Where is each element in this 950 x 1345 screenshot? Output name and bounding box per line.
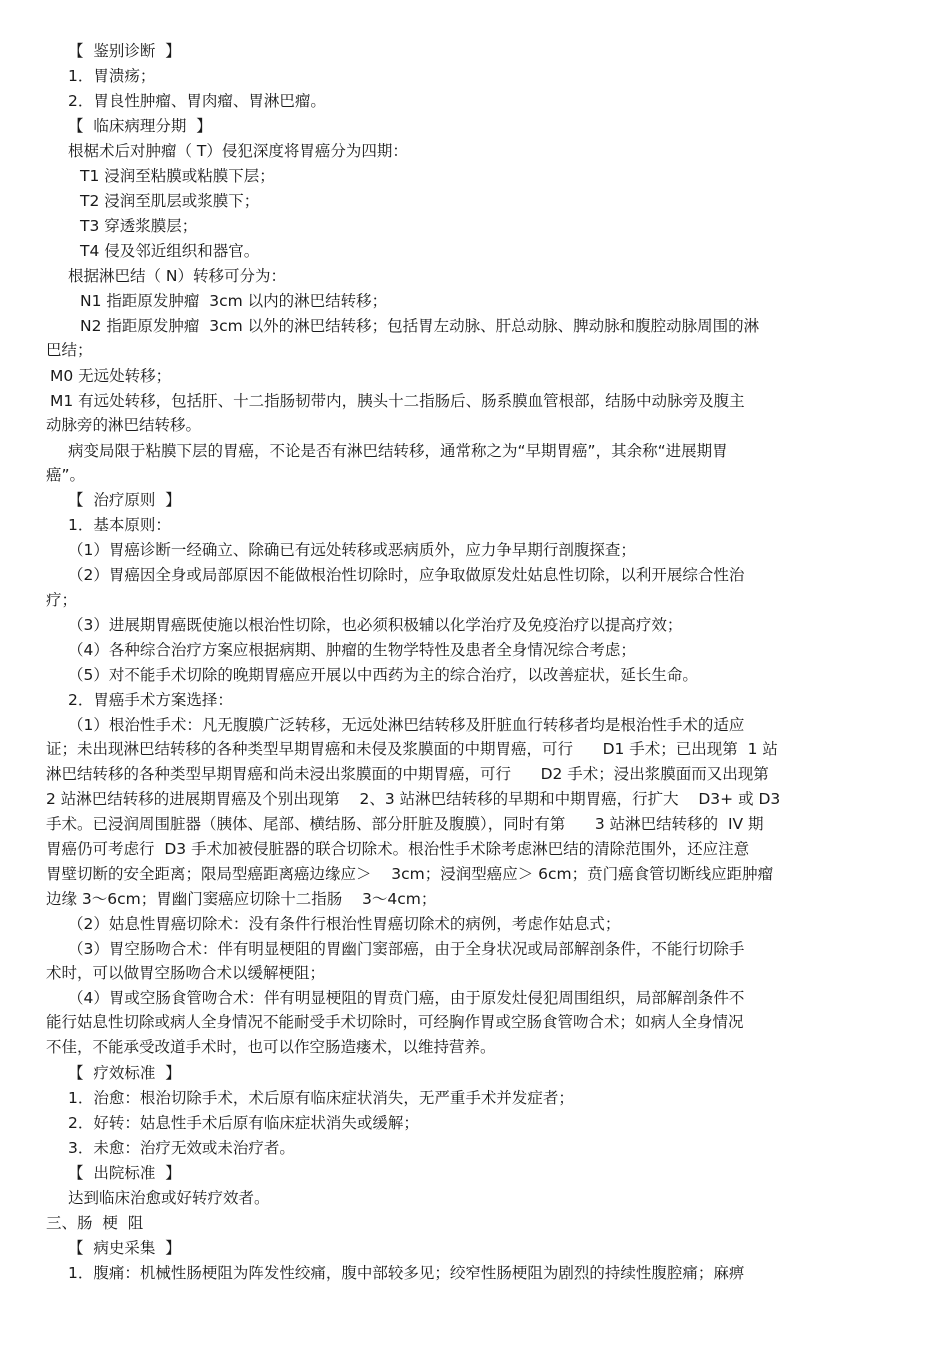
text-line: 【 出院标准 】: [68, 1164, 181, 1182]
text-line: 1．胃溃疡；: [68, 67, 156, 85]
text-line: 1．治愈：根治切除手术，术后原有临床症状消失，无严重手术并发症者；: [68, 1089, 574, 1107]
text-line: 病变局限于粘膜下层的胃癌，不论是否有淋巴结转移，通常称之为“早期胃癌”，其余称“进展期胃: [68, 442, 728, 460]
text-line: （2）胃癌因全身或局部原因不能做根治性切除时，应争取做原发灶姑息性切除，以利开展综合性治: [68, 566, 745, 584]
text-line: （3）胃空肠吻合术：伴有明显梗阻的胃幽门窦部癌，由于全身状况或局部解剖条件，不能行切除手: [68, 940, 745, 958]
text-line: 手术。已浸润周围脏器（胰体、尾部、横结肠、部分肝脏及腹膜），同时有第 3 站淋巴结转移的 IV 期: [46, 815, 764, 833]
text-line: 达到临床治愈或好转疗效者。: [68, 1189, 270, 1207]
text-line: 三、肠 梗 阻: [46, 1214, 144, 1232]
text-line: T1 浸润至粘膜或粘膜下层；: [80, 167, 275, 185]
text-line: T3 穿透浆膜层；: [80, 217, 198, 235]
text-line: 胃癌仍可考虑行 D3 手术加被侵脏器的联合切除术。根治性手术除考虑淋巴结的清除范围外，还应注意: [46, 840, 750, 858]
text-line: （3）进展期胃癌既使施以根治性切除，也必须积极辅以化学治疗及免疫治疗以提高疗效；: [68, 616, 683, 634]
text-line: N1 指距原发肿瘤 3cm 以内的淋巴结转移；: [80, 292, 388, 310]
text-line: 不佳，不能承受改道手术时，也可以作空肠造瘘术，以维持营养。: [46, 1038, 496, 1056]
text-line: T4 侵及邻近组织和器官。: [80, 242, 260, 260]
text-line: 2．胃良性肿瘤、胃肉瘤、胃淋巴瘤。: [68, 92, 326, 110]
text-line: 边缘 3～6cm；胃幽门窦癌应切除十二指肠 3～4cm；: [46, 890, 437, 908]
text-line: （1）胃癌诊断一经确立、除确已有远处转移或恶病质外，应力争早期行剖腹探查；: [68, 541, 636, 559]
text-line: 癌”。: [46, 466, 86, 484]
text-line: 【 治疗原则 】: [68, 491, 181, 509]
text-line: 1．基本原则：: [68, 516, 171, 534]
text-line: 淋巴结转移的各种类型早期胃癌和尚未浸出浆膜面的中期胃癌，可行 D2 手术；浸出浆膜面而又出现第: [46, 765, 769, 783]
text-line: 2 站淋巴结转移的进展期胃癌及个别出现第 2、3 站淋巴结转移的早期和中期胃癌，行扩大 D3+ 或 D3: [46, 790, 781, 808]
text-line: 2．胃癌手术方案选择：: [68, 691, 233, 709]
text-line: 2．好转：姑息性手术后原有临床症状消失或缓解；: [68, 1114, 419, 1132]
text-line: （4）各种综合治疗方案应根据病期、肿瘤的生物学特性及患者全身情况综合考虑；: [68, 641, 636, 659]
text-line: 【 病史采集 】: [68, 1239, 181, 1257]
text-line: （5）对不能手术切除的晚期胃癌应开展以中西药为主的综合治疗，以改善症状，延长生命。: [68, 666, 698, 684]
text-line: 【 临床病理分期 】: [68, 117, 212, 135]
text-line: 术时，可以做胃空肠吻合术以缓解梗阻；: [46, 964, 326, 982]
text-line: 证；未出现淋巴结转移的各种类型早期胃癌和未侵及浆膜面的中期胃癌，可行 D1 手术；已出现第 1 站: [46, 740, 778, 758]
text-line: N2 指距原发肿瘤 3cm 以外的淋巴结转移；包括胃左动脉、肝总动脉、脾动脉和腹腔动脉周围的淋: [80, 317, 760, 335]
text-line: 胃壁切断的安全距离；限局型癌距离癌边缘应＞ 3cm；浸润型癌应＞ 6cm；贲门癌食管切断线应距肿瘤: [46, 865, 774, 883]
text-line: M1 有远处转移，包括肝、十二指肠韧带内，胰头十二指肠后、肠系膜血管根部，结肠中动脉旁及腹主: [50, 392, 745, 410]
text-line: 根据淋巴结（ N）转移可分为：: [68, 267, 287, 285]
text-line: M0 无远处转移；: [50, 367, 172, 385]
text-line: 巴结；: [46, 341, 93, 359]
text-line: 疗；: [46, 591, 78, 609]
text-line: 根椐术后对肿瘤（ T）侵犯深度将胃癌分为四期：: [68, 142, 408, 160]
text-line: 【 疗效标准 】: [68, 1064, 181, 1082]
text-line: 动脉旁的淋巴结转移。: [46, 416, 202, 434]
text-line: 1．腹痛：机械性肠梗阻为阵发性绞痛，腹中部较多见；绞窄性肠梗阻为剧烈的持续性腹腔痛；麻痹: [68, 1264, 745, 1282]
text-line: （2）姑息性胃癌切除术：没有条件行根治性胃癌切除术的病例，考虑作姑息式；: [68, 915, 621, 933]
text-line: 能行姑息性切除或病人全身情况不能耐受手术切除时，可经胸作胃或空肠食管吻合术；如病人全身情况: [46, 1013, 744, 1031]
text-line: （1）根治性手术：凡无腹膜广泛转移，无远处淋巴结转移及肝脏血行转移者均是根治性手术的适应: [68, 716, 745, 734]
text-line: （4）胃或空肠食管吻合术：伴有明显梗阻的胃贲门癌，由于原发灶侵犯周围组织，局部解剖条件不: [68, 989, 745, 1007]
text-line: T2 浸润至肌层或浆膜下；: [80, 192, 260, 210]
text-line: 【 鉴别诊断 】: [68, 42, 181, 60]
text-line: 3．未愈：治疗无效或未治疗者。: [68, 1139, 295, 1157]
